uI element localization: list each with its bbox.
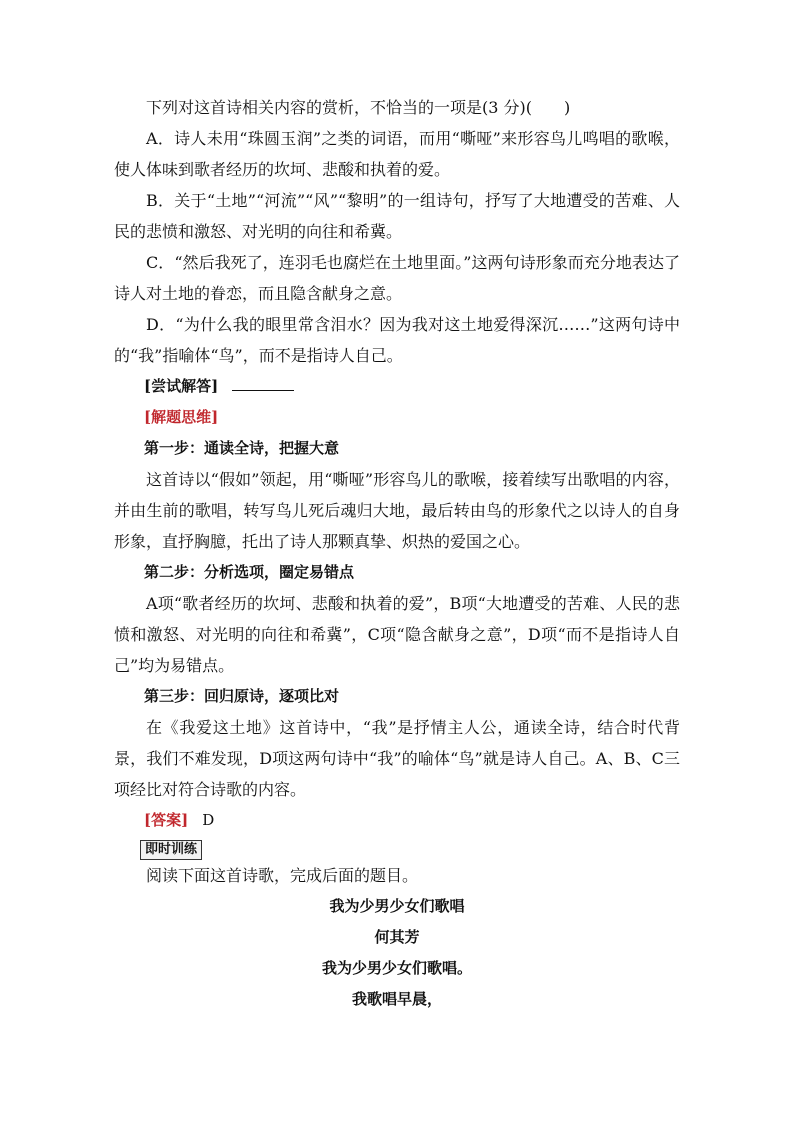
question-stem: 下列对这首诗相关内容的赏析，不恰当的一项是(3 分)( ) <box>146 98 571 117</box>
answer-label: [答案] <box>144 811 189 829</box>
answer-row <box>114 805 680 836</box>
option-a: A．诗人未用“珠圆玉润”之类的词语，而用“嘶哑”来形容鸟儿鸣唱的歌喉，使人体味到歌者经历的坎坷、悲酸和执着的爱。 <box>114 129 680 179</box>
answer-value: D <box>202 811 215 829</box>
step-1-text: 这首诗以“假如”领起，用“嘶哑”形容鸟儿的歌喉，接着续写出歌唱的内容，并由生前的歌唱，转写鸟儿死后魂归大地，最后转由鸟的形象代之以诗人的自身形象，直抒胸臆，托出了诗人那颗真挚、炽热的爱国之心。 <box>114 470 680 551</box>
poem-title: 我为少男少女们歌唱 <box>329 897 465 915</box>
option-d: D．“为什么我的眼里常含泪水？因为我对这土地爱得深沉……”这两句诗中的“我”指喻体“鸟”，而不是指诗人自己。 <box>114 315 680 365</box>
step-3-title: 第三步：回归原诗，逐项比对 <box>144 687 340 705</box>
document-page <box>114 92 680 1015</box>
poem-author: 何其芳 <box>374 928 420 946</box>
thinking-row <box>114 402 680 433</box>
answer-blank <box>232 376 294 391</box>
step-2-title: 第二步：分析选项，圈定易错点 <box>144 563 355 581</box>
thinking-label: [解题思维] <box>144 408 219 426</box>
poem-line-2: 我歌唱早晨， <box>351 990 442 1008</box>
practice-label: 即时训练 <box>140 840 202 860</box>
poem-line-1: 我为少男少女们歌唱。 <box>321 959 472 977</box>
step-3-text: 在《我爱这土地》这首诗中，“我”是抒情主人公，通读全诗，结合时代背景，我们不难发现，D项这两句诗中“我”的喻体“鸟”就是诗人自己。A、B、C三项经比对符合诗歌的内容。 <box>114 718 680 799</box>
attempt-row <box>114 371 680 402</box>
option-b: B．关于“土地”“河流”“风”“黎明”的一组诗句，抒写了大地遭受的苦难、人民的悲愤和激怒、对光明的向往和希冀。 <box>114 191 680 241</box>
step-1-title: 第一步：通读全诗，把握大意 <box>144 439 340 457</box>
attempt-label: [尝试解答] <box>144 377 219 395</box>
option-c: C．“然后我死了，连羽毛也腐烂在土地里面。”这两句诗形象而充分地表达了诗人对土地的眷恋，而且隐含献身之意。 <box>114 253 680 303</box>
step-2-text: A项“歌者经历的坎坷、悲酸和执着的爱”，B项“大地遭受的苦难、人民的悲愤和激怒、对光明的向往和希冀”，C项“隐含献身之意”，D项“而不是指诗人自己”均为易错点。 <box>114 594 680 675</box>
practice-intro: 阅读下面这首诗歌，完成后面的题目。 <box>146 866 419 885</box>
